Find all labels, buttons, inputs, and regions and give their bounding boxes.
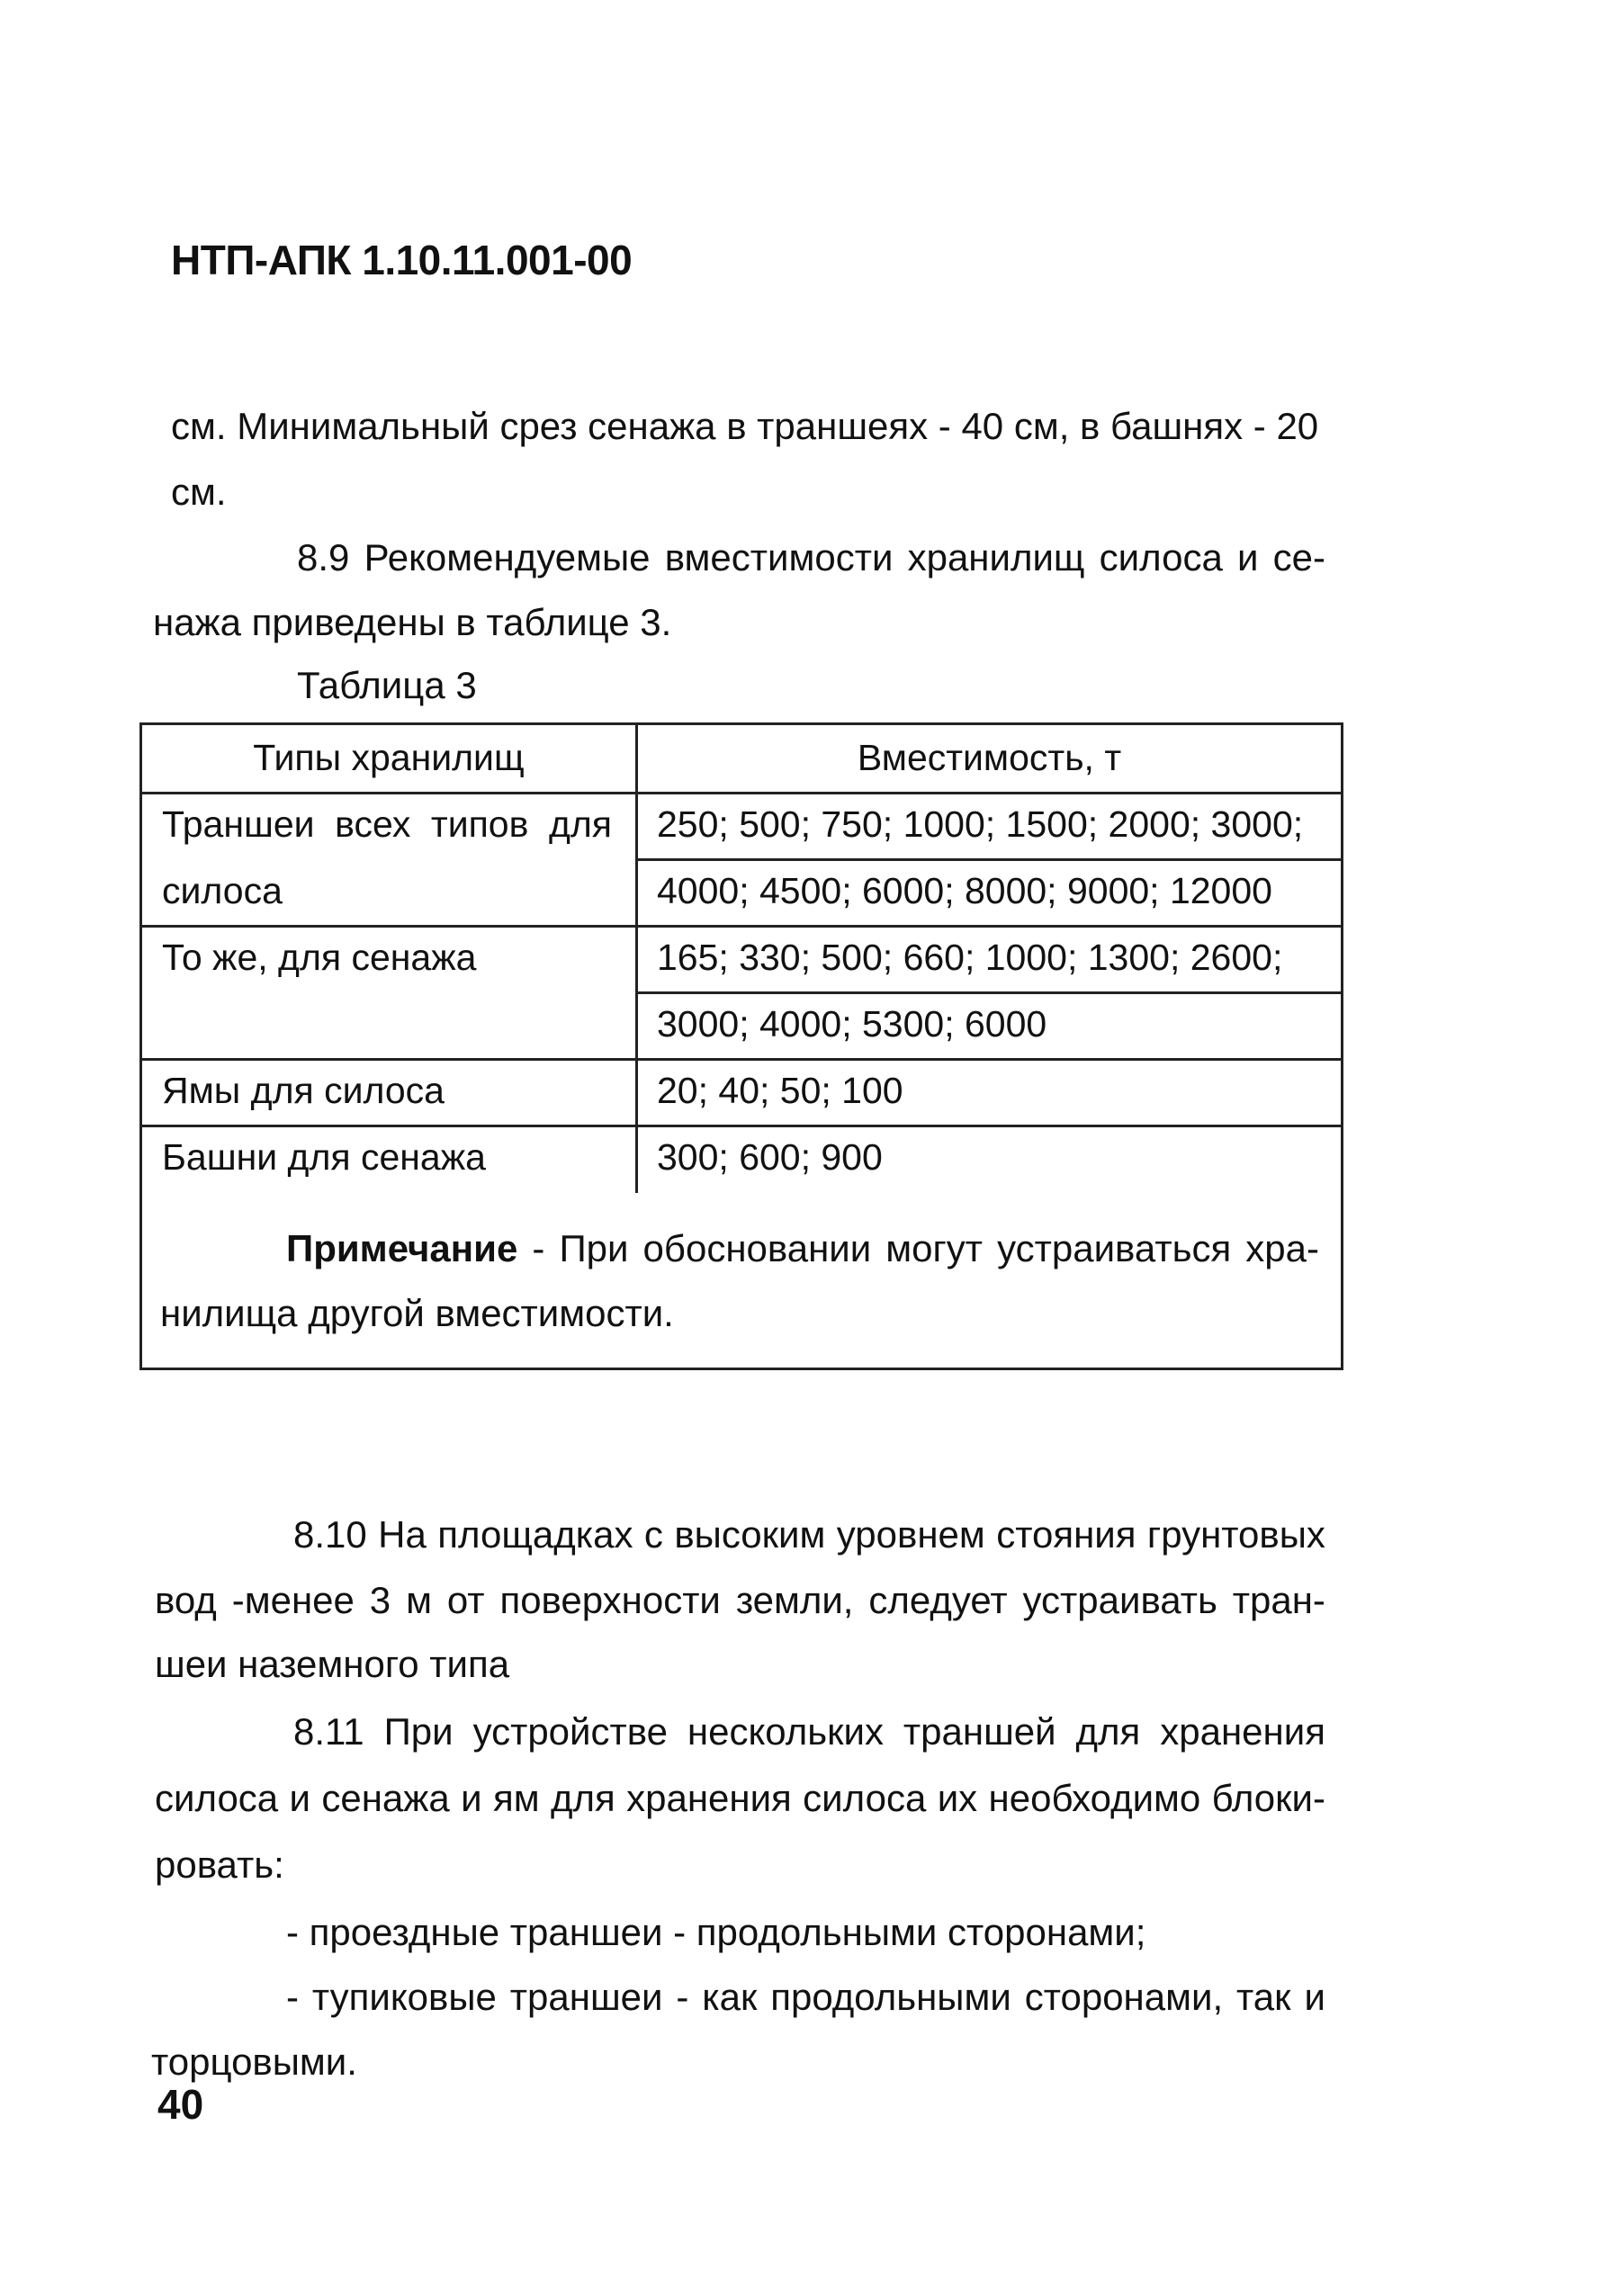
para-8-8-line-1: см. Минимальный срез сенажа в траншеях - 40 см, в башнях - 20 [171, 405, 1319, 447]
para-8-11-line-1 [293, 1710, 1325, 1753]
word: ям [492, 1777, 540, 1819]
word: траншей [903, 1710, 1056, 1753]
word: от [446, 1579, 485, 1621]
word: хра- [1245, 1227, 1319, 1269]
word: обосновании [642, 1227, 872, 1269]
row-1-capacity-line-1: 250; 500; 750; 1000; 1500; 2000; 3000; [657, 803, 1304, 845]
word: 8.11 [293, 1710, 364, 1753]
para-8-8-line-2: см. [171, 471, 227, 513]
row-inner-rule [638, 858, 1341, 861]
row-inner-rule [638, 991, 1341, 994]
word: нескольких [687, 1710, 884, 1753]
word: устраивать [1022, 1579, 1217, 1621]
word: так [1236, 1976, 1291, 2018]
word: силоса [155, 1777, 279, 1819]
column-divider [635, 725, 638, 1193]
document-code: НТП-АПК 1.10.11.001-00 [171, 237, 633, 283]
word: На [378, 1513, 427, 1556]
word: продольными [770, 1976, 1011, 2018]
header-cell-capacity: Вместимость, т [857, 737, 1122, 778]
word: тран- [1232, 1579, 1325, 1621]
word: устраиваться [997, 1227, 1232, 1269]
word: се- [1272, 536, 1325, 578]
word: -менее [231, 1579, 355, 1621]
word: могут [885, 1227, 984, 1269]
para-8-10-line-1 [293, 1513, 1325, 1556]
header-rule [142, 792, 1341, 794]
list-item-2-line-1 [286, 1976, 1325, 2019]
word: для [1075, 1710, 1141, 1753]
table-note-line-2: нилища другой вместимости. [160, 1292, 674, 1334]
row-2-capacity-line-1: 165; 330; 500; 660; 1000; 1300; 2600; [657, 937, 1283, 978]
page-number: 40 [157, 2081, 204, 2128]
word: сенажа [321, 1777, 450, 1819]
word: как [702, 1976, 758, 2018]
word: вместимости [664, 536, 894, 578]
para-8-10-line-2 [155, 1579, 1325, 1622]
word: траншеи [509, 1976, 663, 2018]
word: - [286, 1976, 299, 2018]
word: При [383, 1710, 454, 1753]
row-4-capacity: 300; 600; 900 [657, 1136, 883, 1178]
word: тупиковые [311, 1976, 497, 2018]
word: уровнем [836, 1513, 985, 1556]
word: поверхности [499, 1579, 721, 1621]
word: хранения [1160, 1710, 1325, 1753]
row-rule [142, 925, 1341, 928]
word: с [643, 1513, 663, 1556]
word: Рекомендуемые [364, 536, 651, 578]
storage-capacity-table [139, 722, 1343, 1370]
para-8-10-line-3: шеи наземного типа [155, 1643, 510, 1685]
word: типов [430, 803, 529, 845]
header-cell-type: Типы хранилищ [253, 737, 525, 778]
table-caption: Таблица 3 [297, 664, 477, 706]
row-2-capacity-line-2: 3000; 4000; 5300; 6000 [657, 1003, 1047, 1045]
word: Траншеи [162, 803, 315, 845]
word: хранилищ [907, 536, 1085, 578]
para-8-11-line-3: ровать: [155, 1843, 284, 1886]
para-8-9-line-1 [297, 536, 1325, 579]
word: 8.9 [297, 536, 350, 578]
row-1-type-line-2: силоса [162, 870, 283, 911]
word: и [289, 1777, 310, 1819]
word: сторонами, [1024, 1976, 1224, 2018]
para-8-11-line-2 [155, 1777, 1325, 1820]
word: для [550, 1777, 615, 1819]
word: - [676, 1976, 689, 2018]
word: блоки- [1211, 1777, 1325, 1819]
word: При [559, 1227, 629, 1269]
word: и [461, 1777, 482, 1819]
word: м [406, 1579, 432, 1621]
word: силоса [803, 1777, 927, 1819]
list-item-2-line-2: торцовыми. [151, 2040, 357, 2083]
para-8-9-line-2: нажа приведены в таблице 3. [153, 601, 672, 643]
word: высоким [674, 1513, 826, 1556]
word: и [1237, 536, 1259, 578]
row-3-type: Ямы для силоса [162, 1070, 445, 1111]
row-1-type-line-1 [162, 803, 612, 846]
word: и [1304, 1976, 1325, 2018]
row-rule [142, 1125, 1341, 1127]
list-item-1: - проездные траншеи - продольными сторонами; [286, 1911, 1146, 1953]
word: земли, [735, 1579, 854, 1621]
row-3-capacity: 20; 40; 50; 100 [657, 1070, 903, 1111]
word: устройстве [472, 1710, 668, 1753]
row-2-type: То же, для сенажа [162, 937, 477, 978]
word: необходимо [988, 1777, 1201, 1819]
row-4-type: Башни для сенажа [162, 1136, 486, 1178]
word: стояния [996, 1513, 1136, 1556]
word: их [937, 1777, 978, 1819]
word: силоса [1099, 536, 1223, 578]
word: площадках [437, 1513, 633, 1556]
row-rule [142, 1058, 1341, 1061]
word: вод [155, 1579, 217, 1621]
table-note-line-1 [286, 1227, 1319, 1270]
word: - [532, 1227, 545, 1269]
word: грунтовых [1146, 1513, 1325, 1556]
word: следует [868, 1579, 1008, 1621]
word: хранения [626, 1777, 792, 1819]
word: для [548, 803, 612, 845]
note-label: Примечание [286, 1227, 518, 1269]
row-1-capacity-line-2: 4000; 4500; 6000; 8000; 9000; 12000 [657, 870, 1272, 911]
word: всех [335, 803, 411, 845]
word: 8.10 [293, 1513, 367, 1556]
word: 3 [369, 1579, 391, 1621]
